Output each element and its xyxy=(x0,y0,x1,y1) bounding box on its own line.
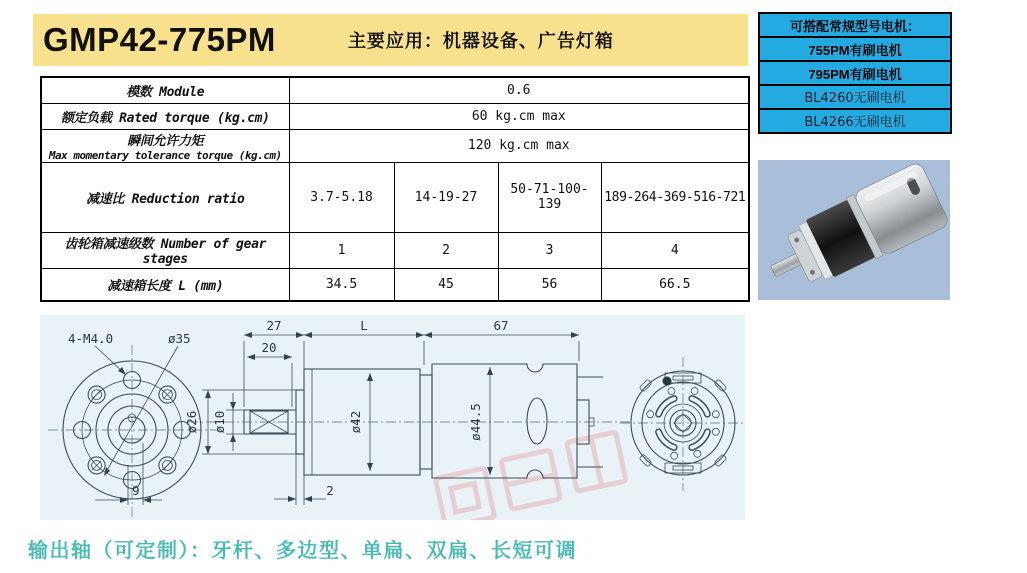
motor-option-bl4266: BL4266无刷电机 xyxy=(758,108,952,134)
spec-value-cell: 34.5 xyxy=(289,268,394,301)
spec-label-cell xyxy=(41,129,289,162)
header-banner xyxy=(33,14,748,66)
motor-option-755pm: 755PM有刷电机 xyxy=(758,36,952,62)
dim-thread-length: 20 xyxy=(261,340,277,355)
spec-label-en: Max momentary tolerance torque (kg.cm) xyxy=(48,148,282,162)
dim-boss-thickness: 2 xyxy=(326,483,334,498)
spec-value-cell: 3 xyxy=(498,232,601,268)
output-shaft-note: 输出轴（可定制）：牙杆、多边型、单扁、双扁、长短可调 xyxy=(28,540,577,562)
spec-value-cell: 120 kg.cm max xyxy=(289,129,749,162)
spec-value-cell: 60 kg.cm max xyxy=(289,103,749,129)
spec-value-cell: 4 xyxy=(601,232,749,268)
motor-options-title: 可搭配常规型号电机： xyxy=(758,12,952,38)
dim-gearbox-length: L xyxy=(360,318,368,333)
side-view xyxy=(184,318,632,505)
watermark xyxy=(434,432,628,520)
spec-value-cell: 56 xyxy=(498,268,601,301)
spec-table xyxy=(40,76,750,302)
spec-label-cn: 瞬间允许力矩 xyxy=(127,133,204,149)
dim-front-offset: 9 xyxy=(132,483,140,498)
spec-label-cell: 减速箱长度 L (mm) xyxy=(41,268,289,301)
spec-label-cell: 模数 Module xyxy=(41,77,289,103)
product-photo xyxy=(758,160,950,300)
dim-motor-length: 67 xyxy=(493,318,509,333)
spec-label-cell: 齿轮箱减速级数 Number of gear stages xyxy=(41,232,289,268)
spec-row-momentary-torque xyxy=(41,129,749,162)
dim-shaft-dia: ø10 xyxy=(212,410,227,434)
polarity-dot xyxy=(663,377,672,386)
motor-option-bl4260: BL4260无刷电机 xyxy=(758,84,952,110)
dim-gearbox-dia: ø42 xyxy=(348,410,363,434)
main-application-text: 主要应用：机器设备、广告灯箱 xyxy=(347,31,614,51)
spec-value-cell: 189-264-369-516-721 xyxy=(601,162,749,232)
motor-options-panel xyxy=(758,12,952,134)
motor-photo-illustration xyxy=(758,160,950,300)
spec-value-cell: 1 xyxy=(289,232,394,268)
dim-front-dia: ø35 xyxy=(168,331,191,346)
spec-row-module xyxy=(41,77,749,103)
motor-option-795pm: 795PM有刷电机 xyxy=(758,60,952,86)
dim-pilot-dia: ø26 xyxy=(184,410,199,434)
dim-front-bolt: 4-M4.0 xyxy=(68,331,114,346)
rear-view xyxy=(620,357,744,491)
spec-value-cell: 66.5 xyxy=(601,268,749,301)
spec-label-cell: 减速比 Reduction ratio xyxy=(41,162,289,232)
spec-label-cell: 额定负载 Rated torque (kg.cm) xyxy=(41,103,289,129)
spec-value-cell: 3.7-5.18 xyxy=(289,162,394,232)
dim-motor-dia: ø44.5 xyxy=(468,403,483,441)
motor-vent-slot xyxy=(527,398,547,444)
spec-row-rated-torque xyxy=(41,103,749,129)
product-model-title: GMP42-775PM xyxy=(43,21,276,58)
spec-row-gear-stages xyxy=(41,232,749,268)
spec-row-reduction-ratio xyxy=(41,162,749,232)
spec-value-cell: 2 xyxy=(394,232,498,268)
spec-row-gearbox-length xyxy=(41,268,749,301)
spec-value-cell: 14-19-27 xyxy=(394,162,498,232)
spec-value-cell: 0.6 xyxy=(289,77,749,103)
dim-shaft-length: 27 xyxy=(266,318,282,333)
spec-value-cell: 50-71-100-139 xyxy=(498,162,601,232)
spec-value-cell: 45 xyxy=(394,268,498,301)
technical-drawing xyxy=(40,315,745,520)
